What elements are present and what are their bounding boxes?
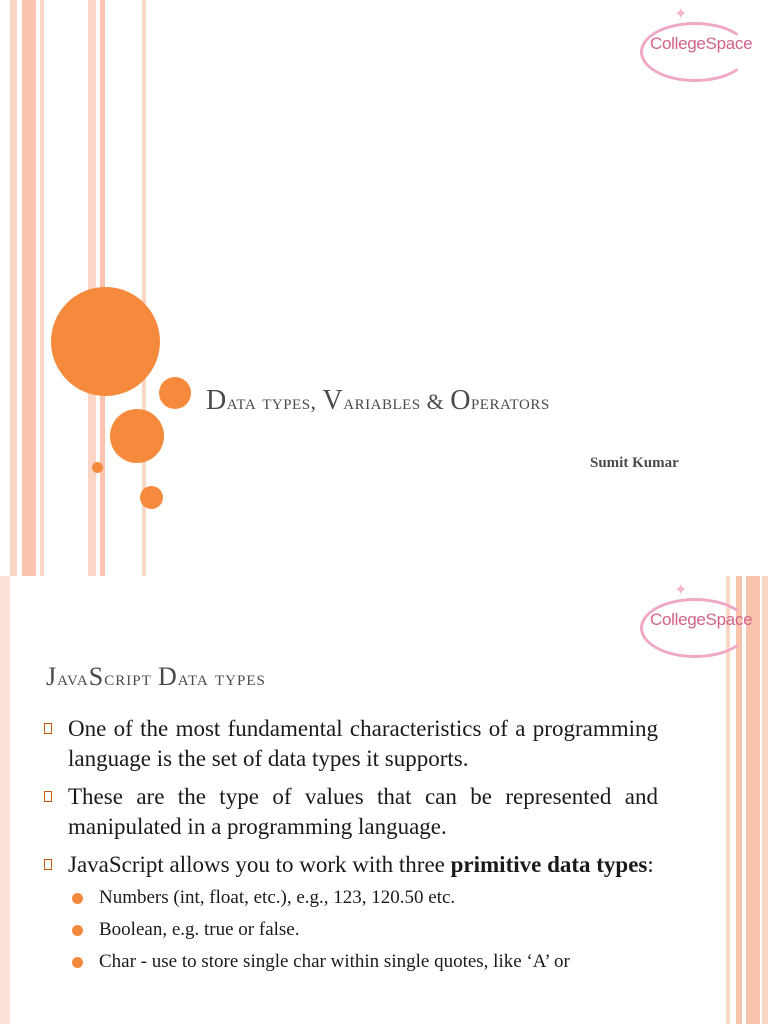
author-name: Sumit Kumar	[590, 455, 679, 471]
bullet-text: These are the type of values that can be represented and manipulated in a programming language.	[68, 784, 658, 839]
left-stripe-3	[40, 0, 44, 576]
content-slide	[0, 576, 768, 1024]
decor-circle-mini	[140, 486, 163, 509]
decor-circle-large	[51, 287, 160, 396]
title-rest-3: perators	[470, 389, 550, 414]
square-bullet-icon	[44, 791, 52, 802]
square-bullet-icon	[44, 723, 52, 734]
bullet-text: JavaScript allows you to work with three	[68, 852, 451, 877]
title-cap-2: V	[322, 385, 344, 416]
sub-item-text: Numbers (int, float, etc.), e.g., 123, 120.50 etc.	[99, 887, 456, 908]
heading-cap-1: J	[46, 662, 58, 691]
logo-text: CollegeSpace	[650, 34, 753, 53]
bullet-text: One of the most fundamental characteristics of a programming language is the set of data types it supports.	[68, 716, 658, 771]
heading-rest-3: ata types	[177, 666, 266, 690]
square-bullet-icon	[44, 859, 52, 870]
bullet-text-suffix: :	[647, 852, 654, 877]
heading-rest-1: ava	[57, 666, 89, 690]
title-rest-1: ata types,	[226, 389, 323, 414]
slide-title	[206, 385, 746, 417]
heading-rest-2: cript	[104, 666, 158, 690]
heading-cap-2: S	[88, 662, 105, 691]
star-icon: ✦	[674, 582, 688, 599]
left-stripe-1	[10, 0, 17, 576]
bullet-item	[44, 782, 658, 842]
logo-text: CollegeSpace	[650, 610, 753, 629]
star-icon: ✦	[674, 6, 688, 23]
sub-item-text: Boolean, e.g. true or false.	[99, 919, 300, 940]
decor-circle-medium	[110, 409, 164, 463]
bullet-item	[44, 714, 658, 774]
dot-bullet-icon	[72, 925, 83, 936]
dot-bullet-icon	[72, 893, 83, 904]
collegespace-logo	[636, 580, 754, 658]
dot-bullet-icon	[72, 957, 83, 968]
sub-list-item	[44, 946, 658, 978]
decor-circle-small	[159, 377, 191, 409]
heading-cap-3: D	[158, 662, 178, 691]
bullet-list	[44, 714, 658, 978]
bullet-bold-text: primitive data types	[450, 852, 648, 877]
title-rest-2: ariables &	[343, 389, 451, 414]
title-cap-1: D	[206, 385, 227, 416]
right-stripe-4	[762, 576, 768, 1024]
decor-circle-tiny	[92, 462, 103, 473]
title-cap-3: O	[450, 385, 471, 416]
sub-item-text: Char - use to store single char within single quotes, like ‘A’ or	[99, 951, 570, 972]
sub-list-item	[44, 914, 658, 946]
slide-heading	[46, 662, 266, 692]
left-edge-stripe	[0, 576, 10, 1024]
left-stripe-2	[22, 0, 36, 576]
bullet-item	[44, 850, 658, 880]
collegespace-logo	[636, 4, 754, 82]
sub-list-item	[44, 882, 658, 914]
